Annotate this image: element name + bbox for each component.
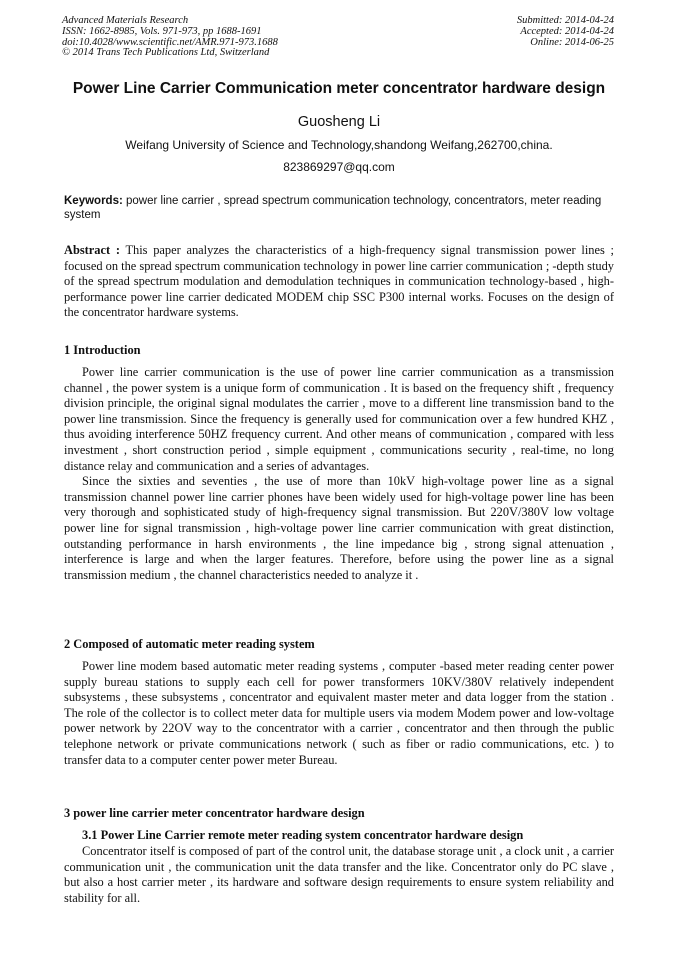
abstract <box>64 243 614 321</box>
abstract-text: This paper analyzes the characteristics of a high-frequency signal transmission power lines ; focused on the spread spectrum communication technology in power line carrier communication ; -depth study of the spread spectrum modulation and demodulation techniques in communication technology-based , high-performance power line carrier dedicated MODEM chip SSC P300 internal works. Focuses on the design of the concentrator hardware systems. <box>64 243 614 320</box>
section-meter-reading-body <box>64 659 614 768</box>
paragraph: Power line modem based automatic meter reading systems , computer -based meter reading center power supply bureau stations to supply each cell for power transformers 10KV/380V relatively independent subsystems , these subsystems , concentrator and equivalent master meter and data logger from the station . The role of the collector is to collect meter data for multiple users via modem Modem power and low-voltage power network by 22OV way to the concentrator with a carrier , concentrator and then through the public telephone network or private communications network ( such as fiber or radio communications, etc. ) to transfer data to a computer center power meter Bureau. <box>64 659 614 767</box>
journal-name: Advanced Materials Research <box>62 15 189 26</box>
section-heading-meter-reading-system: 2 Composed of automatic meter reading system <box>64 637 315 651</box>
paragraph: Concentrator itself is composed of part of the control unit, the database storage unit , a clock unit , a carrier communication unit , the communication unit the data transfer and the like. Concentrator only do PC slave , but also a host carrier meter , its hardware and software design requirements to ensure system reliability and stability for all. <box>64 844 614 905</box>
journal-doi: doi:10.4028/www.scientific.net/AMR.971-973.1688 <box>62 36 278 48</box>
author-email: 823869297@qq.com <box>283 160 395 174</box>
subsection-heading-concentrator: 3.1 Power Line Carrier remote meter reading system concentrator hardware design <box>82 828 524 842</box>
submitted-date: Submitted: 2014-04-24 <box>516 15 614 26</box>
keywords-text: power line carrier , spread spectrum communication technology, concentrators, meter reading system <box>64 195 602 221</box>
journal-copyright: © 2014 Trans Tech Publications Ltd, Switzerland <box>62 47 270 59</box>
dates-header <box>517 16 614 48</box>
paragraph: Since the sixties and seventies , the use of more than 10kV high-voltage power line as a signal transmission channel power line carrier phones have been widely used for high-voltage power line has been very thorough and sophisticated study of high-frequency signal transmission. But 220V/380V low voltage power line for signal transmission , high-voltage power line carrier communication with great distinction, outstanding performance in harsh environments , the line impedance big , strong signal attenuation , interference is large and when the larger features. Therefore, before using the power line as a signal transmission medium , the channel characteristics needed to analyze it . <box>64 474 614 582</box>
section-heading-hardware-design: 3 power line carrier meter concentrator hardware design <box>64 806 365 820</box>
accepted-date: Accepted: 2014-04-24 <box>520 25 614 37</box>
subsection-concentrator-body <box>64 844 614 906</box>
author-name: Guosheng Li <box>297 114 381 130</box>
keywords <box>64 194 614 222</box>
paper-title: Power Line Carrier Communication meter concentrator hardware design <box>72 80 606 97</box>
keywords-label: Keywords: <box>64 195 123 207</box>
online-date: Online: 2014-06-25 <box>530 36 614 48</box>
section-introduction-body <box>64 365 614 583</box>
journal-header <box>62 16 278 59</box>
paragraph: Power line carrier communication is the use of power line carrier communication as a transmission channel , the power system is a unique form of communication . It is based on the frequency shift , frequency division principle, the original signal modulates the carrier , move to a different line transmission band to the power line transmission. Since the frequency is generally used for communication over a few hundred KHZ , thus avoiding interference 50HZ frequency current. And other means of communication , compared with less investment , short construction period , simple equipment , communications security , real-time, no long distance relay and communication and a series of advantages. <box>64 365 614 473</box>
section-heading-introduction: 1 Introduction <box>64 343 141 357</box>
author-affiliation: Weifang University of Science and Technology,shandong Weifang,262700,china. <box>125 138 553 152</box>
abstract-label: Abstract : <box>64 243 120 257</box>
journal-issn: ISSN: 1662-8985, Vols. 971-973, pp 1688-1691 <box>62 25 262 37</box>
